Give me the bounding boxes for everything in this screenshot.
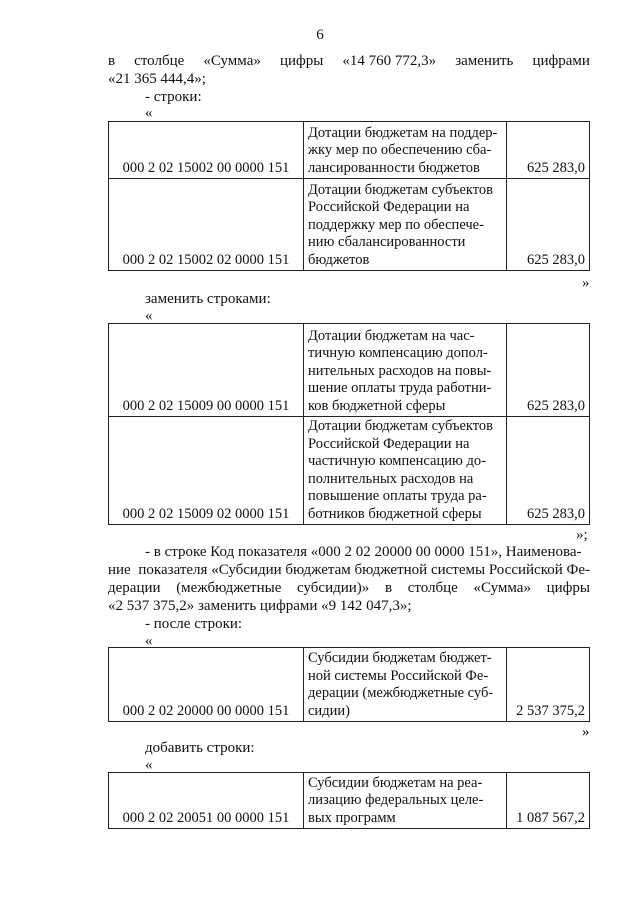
row-code: 000 2 02 15009 00 0000 151	[109, 324, 304, 417]
name-line: сидии)	[308, 702, 350, 719]
close-quote: »;	[576, 527, 588, 543]
row-name	[304, 122, 507, 179]
name-line: тичную компенсацию допол-	[308, 345, 488, 361]
close-quote: »	[582, 275, 590, 291]
para2-line-5: - после строки:	[145, 616, 243, 632]
table-row	[109, 773, 590, 829]
name-line: Субсидии бюджетам на реа-	[308, 774, 483, 791]
para2-line-1: - в строке Код показателя «000 2 02 20000 00 0000 151», Наименова-	[145, 544, 582, 560]
row-sum: 2 537 375,2	[507, 648, 590, 722]
para2-word: цифры	[546, 580, 590, 596]
intro-word: в	[108, 53, 116, 69]
name-line: шение оплаты труда работни-	[308, 380, 492, 396]
row-name	[304, 324, 507, 417]
table-row	[109, 324, 590, 417]
intro-word: заменить	[455, 53, 514, 69]
name-line: лансированности бюджетов	[308, 159, 480, 176]
table-added-rows	[108, 772, 590, 829]
intro-word: столбце	[134, 53, 185, 69]
table-replacement-rows	[108, 323, 590, 525]
row-sum: 625 283,0	[507, 122, 590, 179]
name-line: Дотации бюджетам субъектов	[308, 181, 494, 198]
row-code: 000 2 02 20051 00 0000 151	[109, 773, 304, 829]
open-quote: «	[145, 308, 153, 324]
name-line: дерации (межбюджетные суб-	[308, 685, 494, 701]
name-line: нительных расходов на повы-	[308, 362, 492, 379]
intro-word: цифры	[279, 53, 324, 69]
name-line: нию сбалансированности	[308, 234, 466, 250]
row-code: 000 2 02 15002 02 0000 151	[109, 179, 304, 271]
row-sum: 625 283,0	[507, 179, 590, 271]
row-name	[304, 648, 507, 722]
para2-word: ние	[108, 562, 131, 578]
page-number: 6	[316, 27, 324, 43]
name-line: поддержку мер по обеспече-	[308, 216, 484, 233]
intro-line-2: «21 365 444,4»;	[108, 71, 206, 87]
intro-line-3: - строки:	[145, 89, 202, 105]
open-quote: «	[145, 105, 153, 121]
name-line: ботников бюджетной сферы	[308, 505, 482, 522]
row-code: 000 2 02 15009 02 0000 151	[109, 417, 304, 525]
name-line: Российской Федерации на	[308, 435, 470, 452]
intro-line-1	[108, 52, 590, 70]
table-row	[109, 179, 590, 271]
table-row	[109, 122, 590, 179]
name-line: Субсидии бюджетам бюджет-	[308, 650, 492, 666]
name-line: жку мер по обеспечению сба-	[308, 142, 492, 158]
row-name	[304, 417, 507, 525]
para2-word: (межбюджетные	[176, 580, 282, 596]
name-line: полнительных расходов на	[308, 470, 474, 487]
name-line: бюджетов	[308, 251, 370, 268]
row-sum: 625 283,0	[507, 324, 590, 417]
row-sum: 1 087 567,2	[507, 773, 590, 829]
close-quote: »	[582, 724, 590, 740]
add-label: добавить строки:	[145, 740, 255, 756]
para2-word: субсидии)»	[297, 580, 370, 596]
table-after-row	[108, 647, 590, 722]
row-name	[304, 773, 507, 829]
para2-word: в	[384, 580, 393, 596]
name-line: Дотации бюджетам на поддер-	[308, 124, 498, 141]
name-line: Дотации бюджетам субъектов	[308, 418, 494, 434]
table-row	[109, 417, 590, 525]
name-line: Российской Федерации на	[308, 199, 470, 215]
intro-word: цифрами	[532, 53, 590, 69]
replace-label: заменить строками:	[145, 291, 271, 307]
row-code: 000 2 02 15002 00 0000 151	[109, 122, 304, 179]
name-line: лизацию федеральных целе-	[308, 792, 484, 808]
row-name	[304, 179, 507, 271]
name-line: ной системы Российской Фе-	[308, 667, 489, 684]
para2-line-2	[108, 561, 590, 579]
para2-word: дерации	[108, 580, 161, 596]
para2-word: столбце	[407, 580, 458, 596]
intro-word: «14 760 772,3»	[342, 53, 437, 69]
para2-line-3	[108, 579, 590, 597]
name-line: частичную компенсацию до-	[308, 453, 486, 469]
table-row	[109, 648, 590, 722]
table-original-rows	[108, 121, 590, 271]
para2-text: показателя «Субсидии бюджетам бюджетной системы Российской Фе-	[138, 562, 590, 578]
row-sum: 625 283,0	[507, 417, 590, 525]
name-line: вых программ	[308, 809, 396, 826]
intro-word: «Сумма»	[203, 53, 261, 69]
para2-word: «Сумма»	[473, 580, 531, 596]
name-line: Дотации бюджетам на час-	[308, 327, 475, 344]
name-line: ков бюджетной сферы	[308, 397, 446, 414]
open-quote: «	[145, 757, 153, 773]
para2-line-4: «2 537 375,2» заменить цифрами «9 142 047,3»;	[108, 598, 412, 614]
name-line: повышение оплаты труда ра-	[308, 488, 487, 504]
row-code: 000 2 02 20000 00 0000 151	[109, 648, 304, 722]
open-quote: «	[145, 633, 153, 649]
